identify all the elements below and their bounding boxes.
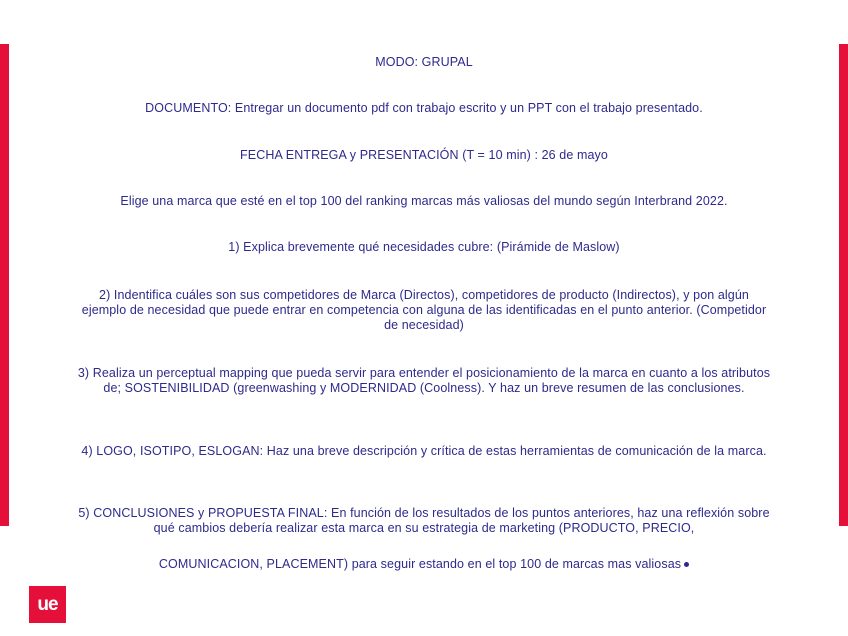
point-1: 1) Explica brevemente qué necesidades cubre: (Pirámide de Maslow) — [228, 240, 620, 254]
ue-logo — [29, 586, 66, 623]
left-accent-bar — [0, 44, 9, 526]
point-5-continued — [60, 557, 788, 572]
point-5: 5) CONCLUSIONES y PROPUESTA FINAL: En función de los resultados de los puntos anteriores, haz una reflexión sobre qué cambios debería realizar esta marca en su estrategia de marketing (PRODUCTO, PRECIO, — [78, 506, 770, 535]
choose-brand-line: Elige una marca que esté en el top 100 del ranking marcas más valiosas del mundo según Interbrand 2022. — [120, 194, 728, 208]
deadline-line: FECHA ENTREGA y PRESENTACIÓN (T = 10 min) : 26 de mayo — [240, 148, 608, 162]
point-3: 3) Realiza un perceptual mapping que pueda servir para entender el posicionamiento de la marca en cuanto a los atributos de; SOSTENIBILIDAD (greenwashing y MODERNIDAD (Coolness). Y haz un breve resumen de las conclusiones. — [77, 366, 771, 395]
right-accent-bar — [839, 44, 848, 526]
point-4: 4) LOGO, ISOTIPO, ESLOGAN: Haz una breve descripción y crítica de estas herramientas de comunicación de la marca. — [81, 444, 767, 458]
ue-logo-text: ue — [37, 594, 58, 615]
mode-line: MODO: GRUPAL — [375, 55, 473, 69]
point-5-continued-text: COMUNICACION, PLACEMENT) para seguir estando en el top 100 de marcas mas valiosas — [158, 557, 682, 571]
point-2: 2) Indentifica cuáles son sus competidores de Marca (Directos), competidores de producto (Indirectos), y pon algún ejemplo de necesidad que puede entrar en competencia con alguna de las identificadas en el punto anterior. (Competidor de necesidad) — [81, 288, 767, 332]
bullet-dot-icon — [684, 562, 689, 567]
document-line: DOCUMENTO: Entregar un documento pdf con trabajo escrito y un PPT con el trabajo presentado. — [145, 101, 703, 115]
